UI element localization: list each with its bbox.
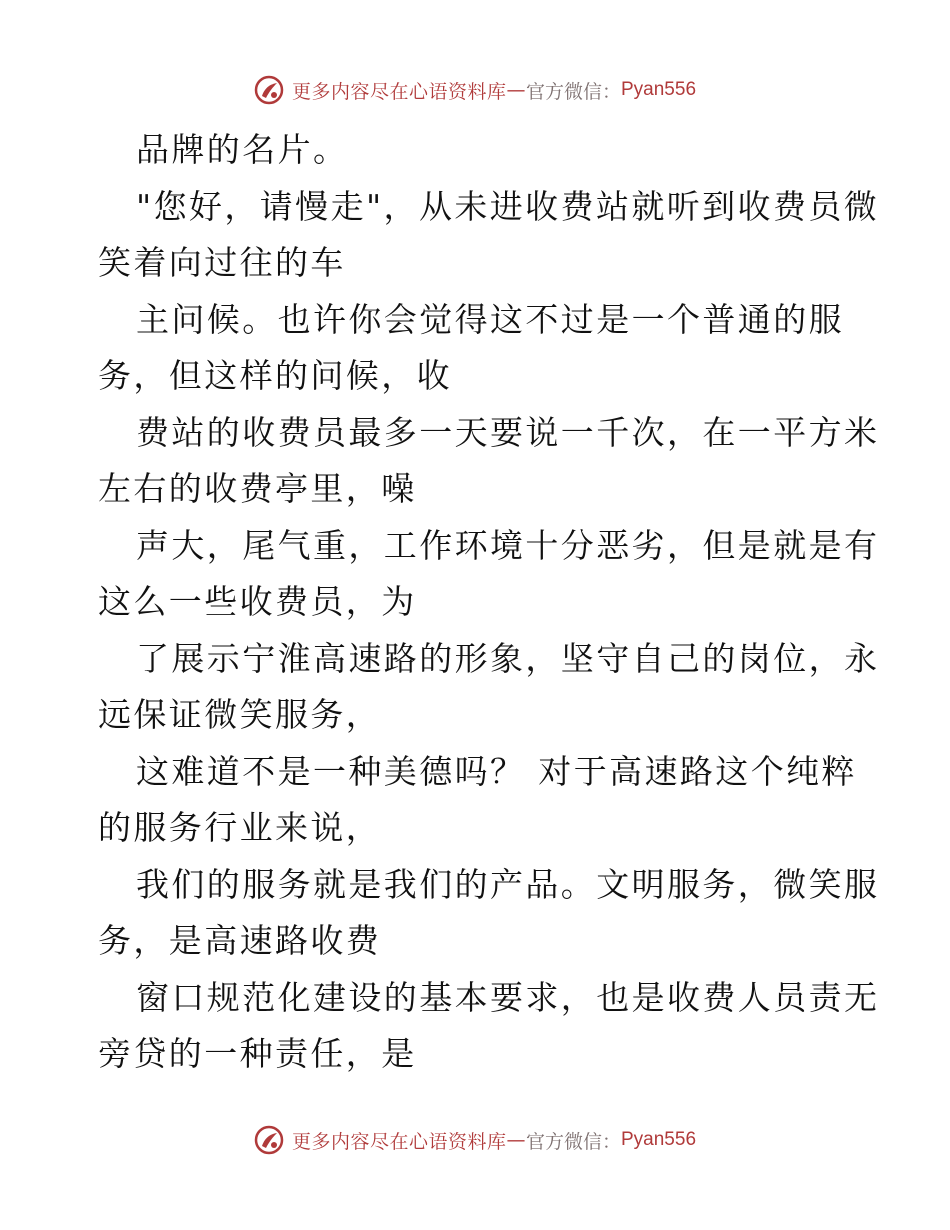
text-line: 这么一些收费员，为 [98,582,417,621]
text-line: 费站的收费员最多一天要说一千次，在一平方米 [136,412,880,452]
banner-separator: — [506,79,526,101]
banner-wechat-label: 官方微信： [525,1130,621,1153]
banner-wechat-label: 官方微信： [525,80,621,103]
text-line: 笑着向过往的车 [98,243,346,282]
banner-wechat-id: Pyan556 [621,1129,697,1150]
text-line: 我们的服务就是我们的产品。文明服务，微笑服 [136,864,880,904]
text-line: 这难道不是一种美德吗？ 对于高速路这个纯粹 [136,751,857,791]
text-line: 左右的收费亭里，噪 [98,469,417,508]
text-line: 窗口规范化建设的基本要求，也是收费人员责无 [136,977,880,1017]
text-line: 的服务行业来说， [98,808,382,847]
document-body [98,122,880,1083]
text-line: 务，是高速路收费 [98,921,382,960]
text-line: 了展示宁淮高速路的形象，坚守自己的岗位，永 [136,638,880,678]
banner-title: 更多内容尽在心语资料库 [291,80,507,103]
banner-separator: — [506,1129,526,1151]
text-line: 声大，尾气重，工作环境十分恶劣，但是就是有 [136,525,880,565]
logo-icon [254,75,284,105]
text-line: "您好，请慢走"，从未进收费站就听到收费员微 [136,186,880,226]
text-line: 务，但这样的问候，收 [98,356,452,395]
footer-banner [0,1120,950,1160]
text-line: 旁贷的一种责任，是 [98,1034,417,1073]
banner-wechat-id: Pyan556 [621,79,697,100]
text-line: 主问候。也许你会觉得这不过是一个普通的服 [136,299,844,339]
text-line: 品牌的名片。 [136,130,349,169]
banner-title: 更多内容尽在心语资料库 [291,1130,507,1153]
logo-icon [254,1125,284,1155]
header-banner [0,70,950,110]
text-line: 远保证微笑服务， [98,695,382,734]
